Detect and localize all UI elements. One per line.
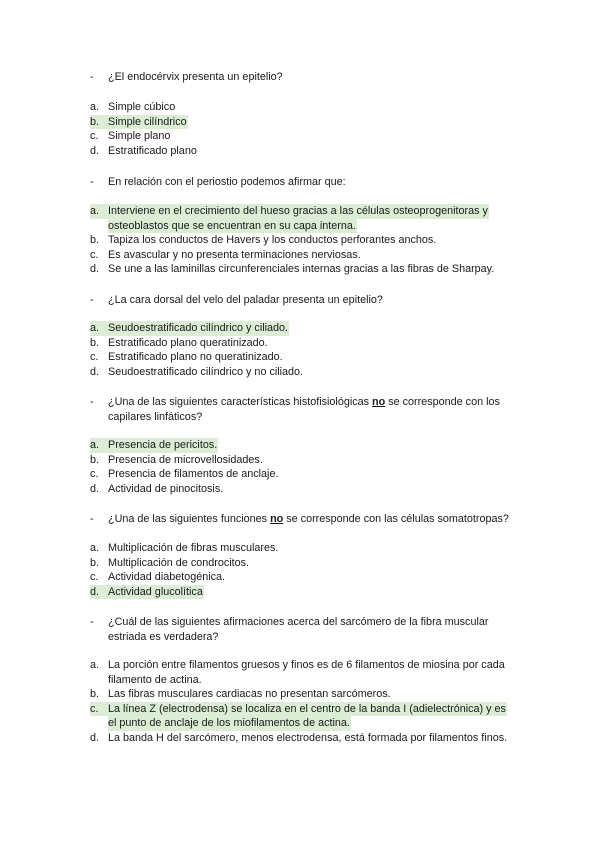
question-4 xyxy=(90,395,520,424)
option-b: b. Estratificado plano queratinizado. xyxy=(90,336,268,349)
question-2 xyxy=(90,175,520,190)
question-text: - ¿El endocérvix presenta un epitelio? xyxy=(90,71,283,83)
question-text: - En relación con el periostio podemos afirmar que: xyxy=(90,176,346,188)
emphasis-no: no xyxy=(270,513,284,525)
question-text-cont: capilares linfáticos? xyxy=(108,410,203,423)
option-b: b. Las fibras musculares cardiacas no presentan sarcómeros. xyxy=(90,688,391,701)
option-c: c. Actividad diabetogénica. xyxy=(90,571,226,584)
option-c-cont: el punto de anclaje de los miofilamentos de actina. xyxy=(108,717,350,730)
question-text: - ¿Cuál de las siguientes afirmaciones acerca del sarcómero de la fibra muscular xyxy=(90,616,489,628)
option-a-cont: filamento de actina. xyxy=(108,673,202,686)
options-2 xyxy=(90,204,520,277)
question-text: - ¿La cara dorsal del velo del paladar presenta un epitelio? xyxy=(90,294,383,306)
option-a: a. Multiplicación de fibras musculares. xyxy=(90,542,279,554)
emphasis-no: no xyxy=(372,396,386,408)
options-5 xyxy=(90,541,520,599)
option-a: a. Simple cúbico xyxy=(90,101,176,113)
option-a: a. La porción entre filamentos gruesos y finos es de 6 filamentos de miosina por cada xyxy=(90,659,505,671)
question-6 xyxy=(90,615,520,644)
options-4 xyxy=(90,438,520,496)
question-text: - ¿Una de las siguientes funciones no se corresponde con las células somatotropas? xyxy=(90,513,509,525)
option-c: c. Simple plano xyxy=(90,130,171,143)
option-a: a. Seudoestratificado cilíndrico y ciliado. xyxy=(90,322,289,334)
option-d: d. Actividad glucolítica xyxy=(90,585,203,598)
question-text-cont: estriada es verdadera? xyxy=(108,630,219,643)
option-b: b. Tapiza los conductos de Havers y los conductos perforantes anchos. xyxy=(90,234,437,247)
option-a: a. Presencia de pericitos. xyxy=(90,439,218,451)
question-5 xyxy=(90,512,520,527)
option-c: c. Estratificado plano no queratinizado. xyxy=(90,351,283,364)
option-d: d. Estratificado plano xyxy=(90,144,197,157)
option-d: d. Actividad de pinocitosis. xyxy=(90,482,224,495)
option-c: c. Presencia de filamentos de anclaje. xyxy=(90,468,279,481)
options-3 xyxy=(90,321,520,379)
question-1 xyxy=(90,70,520,85)
option-a: a. Interviene en el crecimiento del hueso gracias a las células osteoprogenitoras y xyxy=(90,205,488,217)
options-1 xyxy=(90,100,520,158)
question-3 xyxy=(90,293,520,308)
option-c: c. Es avascular y no presenta terminaciones nerviosas. xyxy=(90,248,361,261)
option-b: b. Simple cilíndrico xyxy=(90,115,187,128)
option-c: c. La línea Z (electrodensa) se localiza en el centro de la banda I (adielectrónica) y es xyxy=(90,702,506,715)
option-b: b. Multiplicación de condrocitos. xyxy=(90,556,250,569)
option-b: b. Presencia de microvellosidades. xyxy=(90,453,263,466)
options-6 xyxy=(90,658,520,746)
option-a-cont: osteoblastos que se encuentran en su capa interna. xyxy=(108,219,356,232)
option-d: d. La banda H del sarcómero, menos electrodensa, está formada por filamentos finos. xyxy=(90,731,508,744)
option-d: d. Se une a las laminillas circunferenciales internas gracias a las fibras de Sharpay. xyxy=(90,263,495,276)
option-d: d. Seudoestratificado cilíndrico y no ciliado. xyxy=(90,365,304,378)
question-text: - ¿Una de las siguientes características histofisiológicas no se corresponde con los xyxy=(90,396,500,408)
